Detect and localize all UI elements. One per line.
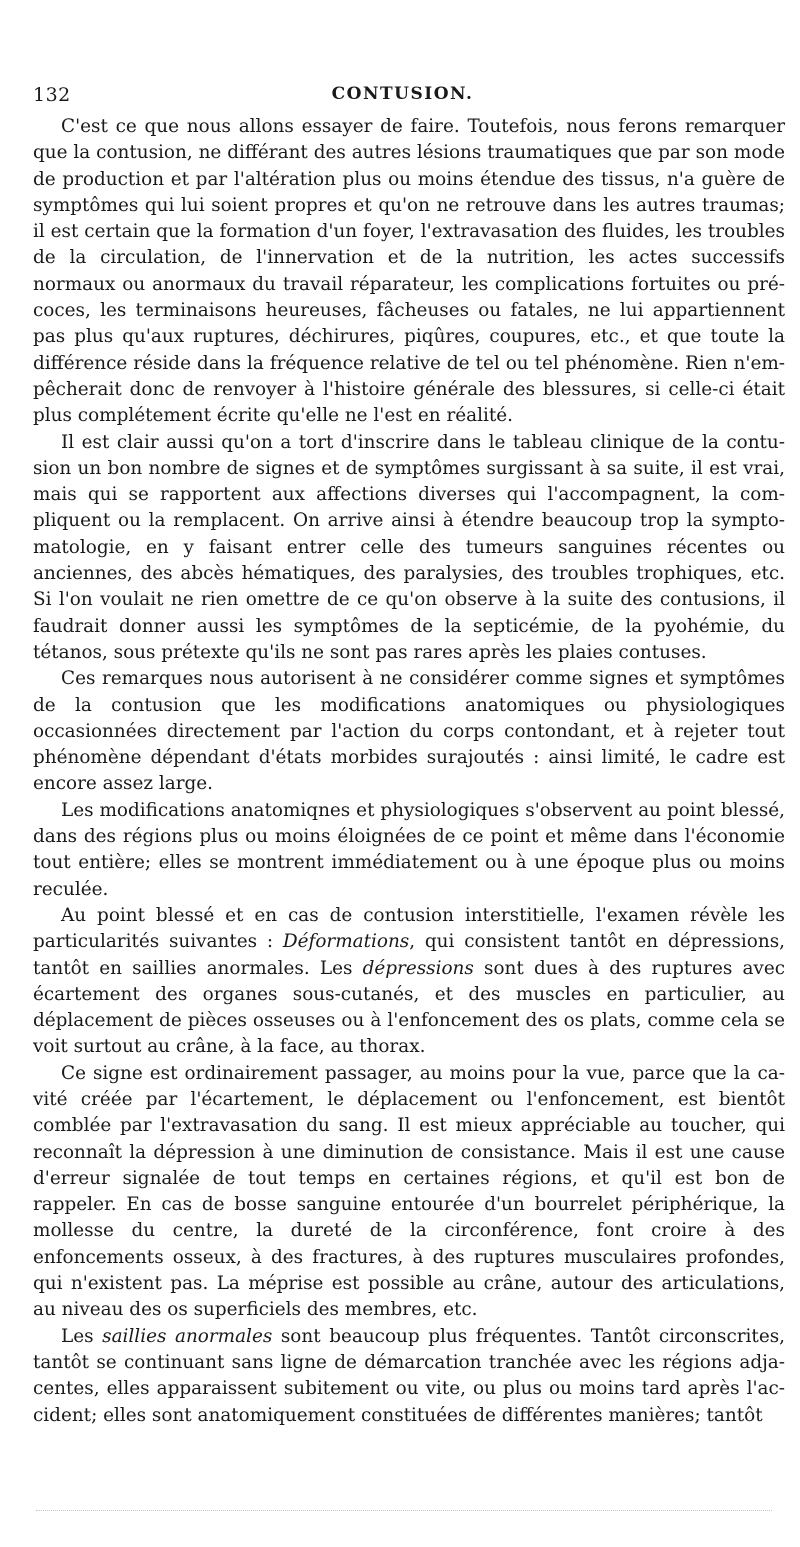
paragraph-3: Ces remarques nous autorisent à ne considérer comme signes et symptômes de la contusion que les modifications anatomiques ou physiologiques occasionnées directement par l'action du corps contondant, et à rejeter tout phénomène dépendant d'états morbides surajoutés : ainsi limité, le cadre est encore assez large. xyxy=(33,668,785,795)
paragraph-1: C'est ce que nous allons essayer de faire. Toutefois, nous ferons remarquer que la contusion, ne différant des autres lésions traumatiques que par son mode de production et par l'altération plus ou moins étendue des tissus, n'a guère de symptômes qui lui soient propres et qu'on ne retrouve dans les autres traumas; il est certain que la formation d'un foyer, l'extravasation des fluides, les troubles de la circulation, de l'innervation et de la nutrition, les actes successifs normaux ou anormaux du travail réparateur, les complications fortuites ou précoces, les terminaisons heureuses, fâcheuses ou fatales, ne lui appartiennent pas plus qu'aux ruptures, déchirures, piqûres, coupures, etc., et que toute la différence réside dans la fréquence relative de tel ou tel phénomène. Rien n'empêcherait donc de renvoyer à l'histoire générale des blessures, si celle-ci était plus complétement écrite qu'elle ne l'est en réalité. xyxy=(33,116,785,427)
term-depressions: dépressions xyxy=(362,957,474,979)
paragraph-6: Ce signe est ordinairement passager, au moins pour la vue, parce que la cavité créée par l'écartement, le déplacement ou l'enfoncement, est bientôt comblée par l'extravasation du sang. Il est mieux appréciable au toucher, qui reconnaît la dépression à une diminution de consistance. Mais il est une cause d'erreur signalée de tout temps en certaines régions, et qu'il est bon de rappeler. En cas de bosse sanguine entourée d'un bourrelet périphérique, la mollesse du centre, la dureté de la circonférence, font croire à des enfoncements osseux, à des fractures, à des ruptures musculaires profondes, qui n'existent pas. La méprise est possible au crâne, autour des articulations, au niveau des os superficiels des membres, etc. xyxy=(33,1062,785,1321)
page-number: 132 xyxy=(33,84,71,106)
body-text xyxy=(33,114,785,1429)
paragraph-7-part-1: Les xyxy=(61,1325,103,1347)
page-header xyxy=(33,84,772,110)
term-deformations: Déformations xyxy=(282,931,410,953)
paragraph-5-part-2: , qui consistent tantôt en dépressions, tantôt en saillies anormales. Les xyxy=(33,931,785,979)
paragraph-2: Il est clair aussi qu'on a tort d'inscrire dans le tableau clinique de la contusion un bon nombre de signes et de symptômes surgissant à sa suite, il est vrai, mais qui se rapportent aux affections diverses qui l'accompagnent, la compliquent ou la remplacent. On arrive ainsi à étendre beaucoup trop la symptomatologie, en y faisant entrer celle des tumeurs sanguines récentes ou anciennes, des abcès hématiques, des paralysies, des troubles trophiques, etc. Si l'on voulait ne rien omettre de ce qu'on observe à la suite des contusions, il faudrait donner aussi les symptômes de la septicémie, de la pyohémie, du tétanos, sous prétexte qu'ils ne sont pas rares après les plaies contuses. xyxy=(33,431,785,663)
paragraph-4: Les modifications anatomiqnes et physiologiques s'observent au point blessé, dans des régions plus ou moins éloignées de ce point et même dans l'économie tout entière; elles se montrent immédiatement ou à une époque plus ou moins reculée. xyxy=(33,799,785,900)
paragraph-5-part-3: sont dues à des ruptures avec écartement des organes sous-cutanés, et des muscles en particulier, au déplacement de pièces osseuses ou à l'enfoncement des os plats, comme cela se voit surtout au crâne, à la face, au thorax. xyxy=(33,957,785,1058)
paragraph-5 xyxy=(33,903,785,1061)
paragraph-7-part-2: sont beaucoup plus fréquentes. Tantôt circonscrites, tantôt se continuant sans ligne de démarcation tranchée avec les régions adjacentes, elles apparaissent subitement ou vite, ou plus ou moins tard après l'accident; elles sont anatomiquement constituées de différentes manières; tantôt xyxy=(33,1325,785,1426)
term-saillies-anormales: saillies anormales xyxy=(102,1325,273,1347)
scan-specks xyxy=(36,1510,772,1513)
running-title: CONTUSION. xyxy=(331,84,474,104)
paragraph-5-part-1: Au point blessé et en cas de contusion interstitielle, l'examen révèle les particularités suivantes : xyxy=(33,904,785,953)
paragraph-7 xyxy=(33,1324,785,1429)
